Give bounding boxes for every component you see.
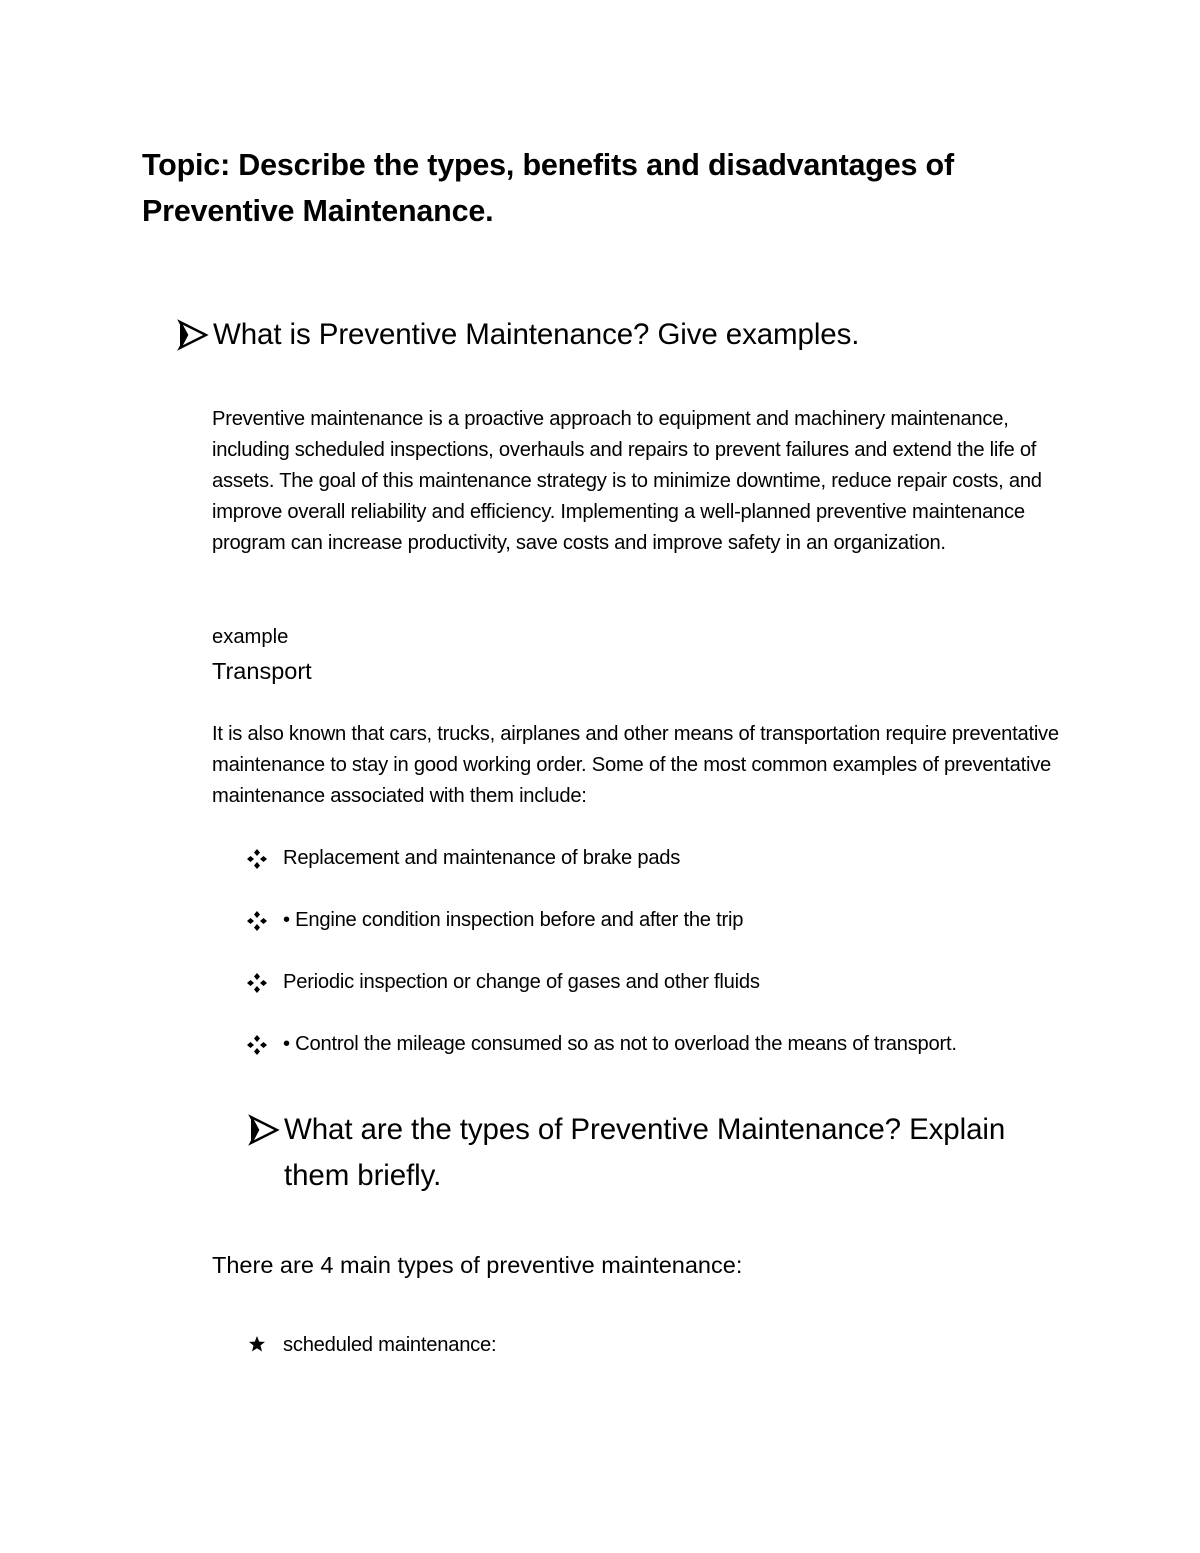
document-title: Topic: Describe the types, benefits and disadvantages of Preventive Maintenance. (142, 148, 954, 228)
star-icon (248, 1335, 266, 1353)
definition-paragraph: Preventive maintenance is a proactive approach to equipment and machinery maintenance, including scheduled inspections, overhauls and repairs to prevent failures and extend the life of assets. The goal of this maintenance strategy is to minimize downtime, reduce repair costs, and improve overall reliability and efficiency. Implementing a well-planned preventive maintenance program can increase productivity, save costs and improve safety in an organization. (212, 408, 1042, 554)
section-heading-what-is (177, 312, 1077, 358)
example-label: example (212, 626, 289, 648)
list-item-text: Periodic inspection or change of gases and other fluids (283, 971, 760, 993)
section-heading-types (248, 1107, 1068, 1199)
example-topic: Transport (212, 658, 312, 684)
section-heading-text: What is Preventive Maintenance? Give examples. (213, 318, 860, 351)
types-intro: There are 4 main types of preventive maintenance: (212, 1252, 743, 1278)
arrowhead-icon (248, 1107, 282, 1153)
four-diamond-icon (246, 972, 268, 994)
four-diamond-icon (246, 910, 268, 932)
list-item (246, 1029, 1106, 1060)
list-item (246, 967, 1106, 998)
four-diamond-icon (246, 1034, 268, 1056)
list-item-text: • Control the mileage consumed so as not to overload the means of transport. (283, 1033, 957, 1055)
transport-paragraph: It is also known that cars, trucks, airplanes and other means of transportation require preventative maintenance to stay in good working order. Some of the most common examples of preventative maintenance associated with them include: (212, 723, 1059, 807)
list-item-text: • Engine condition inspection before and after the trip (283, 909, 744, 931)
list-item (246, 843, 1106, 874)
section-heading-text: What are the types of Preventive Maintenance? Explain them briefly. (284, 1113, 1006, 1192)
list-item-text: Replacement and maintenance of brake pads (283, 847, 681, 869)
list-item (246, 905, 1106, 936)
type-list-item-text: scheduled maintenance: (283, 1334, 497, 1356)
four-diamond-icon (246, 848, 268, 870)
arrowhead-icon (177, 312, 211, 358)
